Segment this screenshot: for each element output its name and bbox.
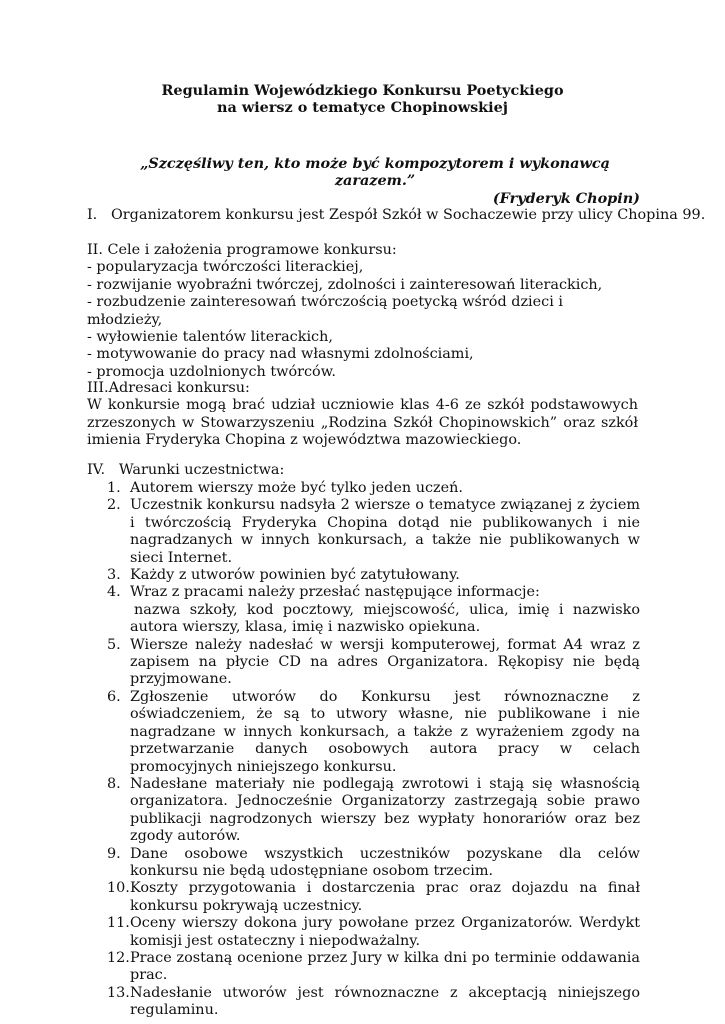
- goal-item: - rozwijanie wyobraźni twórczej, zdolności i zainteresowań literackich,: [87, 276, 603, 293]
- section-conditions-heading: [87, 462, 638, 479]
- condition-text: Wiersze należy nadesłać w wersji komputerowej, format A4 wraz z zapisem na płycie CD na adres Organizatora. Rękopisy nie będą przyjmowane.: [130, 636, 640, 688]
- condition-number: 8.: [107, 775, 121, 792]
- condition-text-main: Wraz z pracami należy przesłać następujące informacje:: [130, 584, 540, 601]
- condition-text: Nadesłanie utworów jest równoznaczne z akceptacją niniejszego regulaminu.: [130, 984, 640, 1019]
- condition-item: [107, 689, 640, 776]
- condition-item: [107, 480, 640, 497]
- condition-item: [107, 950, 640, 985]
- condition-item: [107, 637, 640, 689]
- condition-text: Dane osobowe wszystkich uczestników pozyskane dla celów konkursu nie będą udostępniane osobom trzecim.: [130, 845, 640, 879]
- section-addressees-text: W konkursie mogą brać udział uczniowie klas 4-6 ze szkół podstawowych zrzeszonych w Stowarzyszeniu „Rodzina Szkół Chopinowskich” oraz szkół imienia Fryderyka Chopina z województwa mazowieckiego.: [87, 397, 638, 449]
- condition-number: 3.: [107, 567, 121, 584]
- condition-text-sub: nazwa szkoły, kod pocztowy, miejscowość, ulica, imię i nazwisko autora wierszy, klasa, imię i nazwisko opiekuna.: [130, 601, 640, 636]
- condition-item: [107, 985, 640, 1020]
- condition-item: [107, 567, 640, 584]
- section-goals: [87, 242, 638, 381]
- section-organizer: [87, 207, 706, 224]
- section-organizer-text: I. Organizatorem konkursu jest Zespół Szkół w Sochaczewie przy ulicy Chopina 99.: [87, 207, 706, 223]
- condition-text: Nadesłane materiały nie podlegają zwrotowi i stają się własnością organizatora. Jednocześnie Organizatorzy zastrzegają sobie prawo publikacji nagrodzonych wierszy bez wypłaty honorariów oraz bez zgody autorów.: [130, 775, 640, 845]
- condition-number: 1.: [107, 480, 121, 496]
- condition-item: [107, 915, 640, 950]
- section-addressees-heading: III.Adresaci konkursu:: [87, 380, 250, 396]
- condition-number: 13.: [107, 984, 130, 1001]
- condition-number: 2.: [107, 497, 121, 514]
- condition-item: [107, 846, 640, 881]
- title-line-1: Regulamin Wojewódzkiego Konkursu Poetyckiego: [161, 82, 564, 99]
- condition-number: 12.: [107, 949, 130, 966]
- goal-item: - promocja uzdolnionych twórców.: [87, 363, 336, 380]
- goal-item: - popularyzacja twórczości literackiej,: [87, 259, 364, 276]
- condition-text: Oceny wierszy dokona jury powołane przez Organizatorów. Werdykt komisji jest ostateczny i niepodważalny.: [130, 915, 640, 949]
- condition-text: Uczestnik konkursu nadsyła 2 wiersze o tematyce związanej z życiem i twórczością Fryderyka Chopina dotąd nie publikowanych i nie nagradzanych w innych konkursach, a także nie publikowanych w sieci Internet.: [130, 497, 640, 566]
- condition-number: 9.: [107, 845, 121, 862]
- goal-item: - rozbudzenie zainteresowań twórczością poetycką wśród dzieci i młodzieży,: [87, 294, 564, 328]
- motto-quote: „Szczęśliwy ten, kto może być kompozytorem i wykonawcą zarazem.”: [140, 155, 610, 190]
- condition-number: 6.: [107, 688, 121, 705]
- conditions-heading: IV. Warunki uczestnictwa:: [87, 462, 285, 478]
- goal-item: - wyłowienie talentów literackich,: [87, 329, 333, 346]
- condition-item: [107, 880, 640, 915]
- condition-number: 10.: [107, 880, 130, 897]
- conditions-list: [107, 480, 640, 1020]
- section-addressees: [87, 380, 638, 450]
- goal-item: - motywowanie do pracy nad własnymi zdolnościami,: [87, 346, 474, 363]
- condition-text: Autorem wierszy może być tylko jeden uczeń.: [130, 480, 463, 496]
- condition-item: [107, 776, 640, 846]
- condition-item: [107, 584, 640, 636]
- condition-text: [130, 584, 640, 636]
- condition-number: 4.: [107, 584, 121, 601]
- condition-number: 5.: [107, 636, 121, 653]
- document-title: [0, 82, 725, 117]
- motto-author: (Fryderyk Chopin): [492, 189, 640, 207]
- condition-number: 11.: [107, 915, 130, 932]
- condition-text: Każdy z utworów powinien być zatytułowany.: [130, 567, 460, 584]
- condition-text: Zgłoszenie utworów do Konkursu jest równoznaczne z oświadczeniem, że są to utwory własne, nie publikowane i nie nagradzane w innych konkursach, a także z wyrażeniem zgody na przetwarzanie danych osobowych autora pracy w celach promocyjnych niniejszego konkursu.: [130, 688, 640, 775]
- condition-item: [107, 497, 640, 567]
- title-line-2: na wiersz o tematyce Chopinowskiej: [217, 99, 508, 117]
- section-goals-heading: II. Cele i założenia programowe konkursu:: [87, 242, 397, 258]
- condition-text: Koszty przygotowania i dostarczenia prac oraz dojazdu na finał konkursu pokrywają uczestnicy.: [130, 880, 640, 914]
- motto: [90, 155, 640, 207]
- condition-text: Prace zostaną ocenione przez Jury w kilka dni po terminie oddawania prac.: [130, 949, 640, 984]
